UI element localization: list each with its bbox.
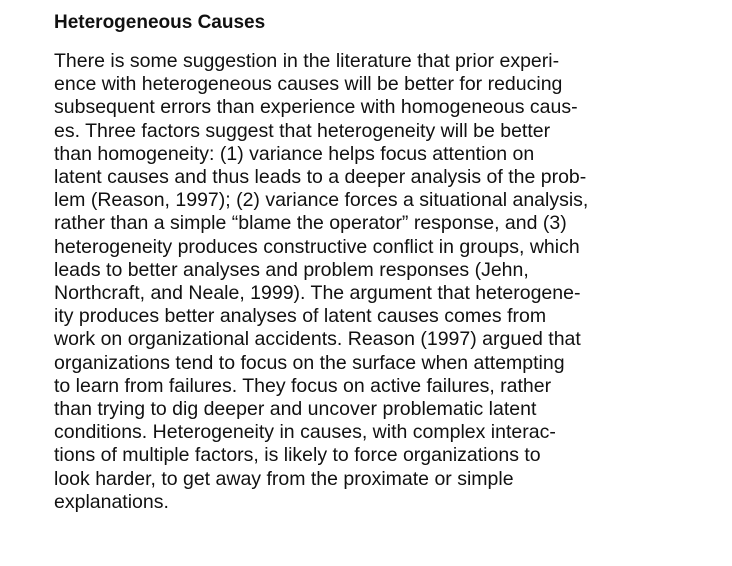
text-line: rather than a simple “blame the operator” response, and (3) — [54, 212, 567, 235]
text-line: lem (Reason, 1997); (2) variance forces a situational analysis, — [54, 189, 589, 212]
text-line: ence with heterogeneous causes will be better for reducing — [54, 73, 563, 96]
text-line: leads to better analyses and problem responses (Jehn, — [54, 258, 529, 281]
text-line: latent causes and thus leads to a deeper analysis of the prob- — [54, 166, 587, 189]
text-line: heterogeneity produces constructive conflict in groups, which — [54, 235, 580, 258]
text-line: organizations tend to focus on the surface when attempting — [54, 351, 565, 374]
text-line: look harder, to get away from the proximate or simple — [54, 467, 514, 490]
section-heading: Heterogeneous Causes — [54, 12, 266, 33]
text-line: tions of multiple factors, is likely to force organizations to — [54, 444, 541, 467]
text-line: to learn from failures. They focus on active failures, rather — [54, 374, 552, 397]
text-line: work on organizational accidents. Reason (1997) argued that — [54, 328, 581, 351]
text-line: Northcraft, and Neale, 1999). The argument that heterogene- — [54, 282, 581, 305]
text-line: than trying to dig deeper and uncover problematic latent — [54, 398, 537, 421]
text-line: subsequent errors than experience with homogeneous caus- — [54, 96, 578, 119]
text-line: es. Three factors suggest that heterogeneity will be better — [54, 119, 551, 142]
document-page — [54, 10, 726, 514]
text-line: ity produces better analyses of latent causes comes from — [54, 305, 547, 328]
body-paragraph — [54, 50, 726, 514]
text-line: conditions. Heterogeneity in causes, with complex interac- — [54, 421, 556, 444]
text-line: than homogeneity: (1) variance helps focus attention on — [54, 142, 535, 165]
text-line: There is some suggestion in the literature that prior experi- — [54, 50, 560, 72]
text-line: explanations. — [54, 490, 169, 513]
